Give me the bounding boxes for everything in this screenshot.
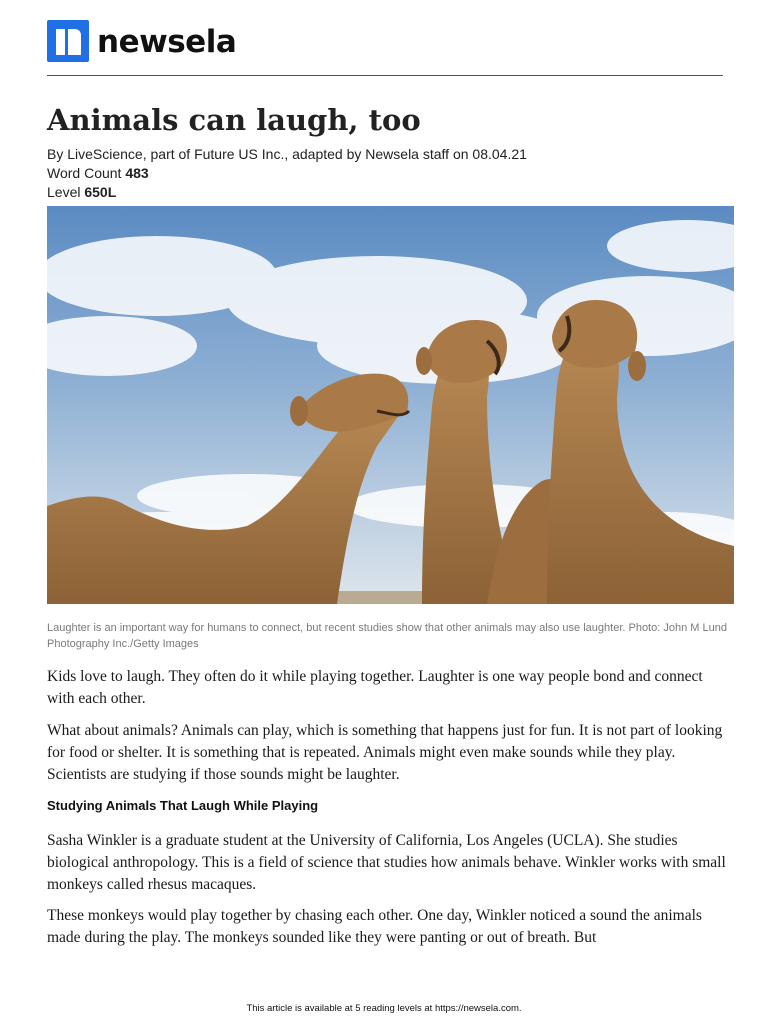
word-count-value: 483 xyxy=(125,165,149,181)
paragraph: These monkeys would play together by chasing each other. One day, Winkler noticed a sound the animals made during the play. The monkeys sounded like they were panting or out of breath. But xyxy=(47,907,702,946)
level-label: Level xyxy=(47,184,81,200)
paragraph: Sasha Winkler is a graduate student at the University of California, Los Angeles (UCLA). She studies biological anthropology. This is a field of science that studies how animals behave. Winkler works with small monkeys called rhesus macaques. xyxy=(47,832,726,893)
paragraph: What about animals? Animals can play, which is something that happens just for fun. It is not part of looking for food or shelter. It is something that is repeated. Animals might even make sounds while they play. Scientists are studying if those sounds might be laughter. xyxy=(47,722,723,783)
level-value: 650L xyxy=(84,184,117,200)
article-title: Animals can laugh, too xyxy=(47,103,421,137)
page-header xyxy=(47,20,723,76)
camels-illustration xyxy=(47,206,734,604)
word-count-line xyxy=(47,164,527,183)
newsela-logo-icon[interactable] xyxy=(47,20,89,62)
article-photo xyxy=(47,206,734,604)
word-count-label: Word Count xyxy=(47,165,122,181)
article-meta xyxy=(47,145,527,202)
byline: By LiveScience, part of Future US Inc., adapted by Newsela staff on 08.04.21 xyxy=(47,146,527,162)
section-heading: Studying Animals That Laugh While Playing xyxy=(47,798,319,813)
image-caption: Laughter is an important way for humans to connect, but recent studies show that other animals may also use laughter. Photo: John M Lund Photography Inc./Getty Images xyxy=(47,622,727,650)
page-footer: This article is available at 5 reading levels at https://newsela.com. xyxy=(246,1003,522,1014)
paragraph: Kids love to laugh. They often do it while playing together. Laughter is one way people bond and connect with each other. xyxy=(47,668,703,707)
brand-name[interactable]: newsela xyxy=(97,24,237,60)
level-line xyxy=(47,183,527,202)
